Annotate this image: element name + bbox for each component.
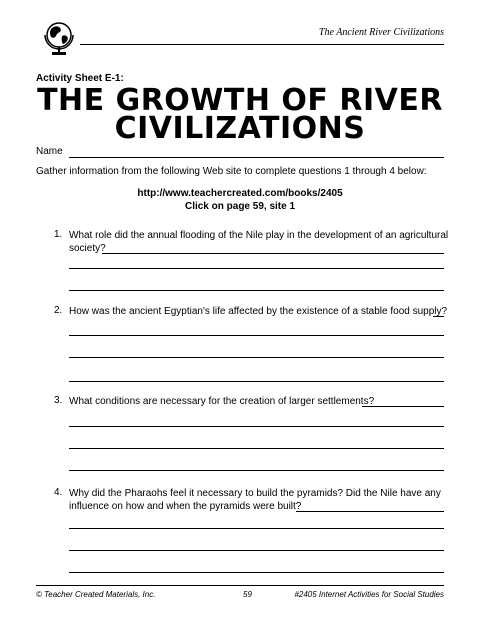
question-4-text-line2: influence on how and when the pyramids were built?: [69, 501, 302, 512]
answer-line[interactable]: [362, 406, 444, 407]
header-rule: [80, 44, 444, 45]
click-instruction: Click on page 59, site 1: [184, 201, 296, 212]
answer-line[interactable]: [102, 253, 444, 254]
question-1-number: 1.: [54, 229, 63, 240]
footer-page-number: 59: [243, 590, 252, 599]
footer-copyright: © Teacher Created Materials, Inc.: [36, 590, 156, 599]
question-4-text: Why did the Pharaohs feel it necessary to build the pyramids? Did the Nile have any: [69, 488, 441, 499]
answer-line[interactable]: [69, 357, 444, 358]
question-2-number: 2.: [54, 305, 63, 316]
footer-book-title: #2405 Internet Activities for Social Studies: [294, 590, 444, 599]
title-line-2: CIVILIZATIONS: [114, 111, 366, 146]
globe-icon: [42, 19, 76, 57]
instructions: Gather information from the following Web site to complete questions 1 through 4 below:: [36, 166, 427, 177]
answer-line[interactable]: [69, 290, 444, 291]
question-3-number: 3.: [54, 395, 63, 406]
question-1-text-line2: society?: [69, 243, 106, 254]
website-url[interactable]: http://www.teachercreated.com/books/2405: [137, 188, 343, 199]
answer-line[interactable]: [69, 268, 444, 269]
question-1-text: What role did the annual flooding of the Nile play in the development of an agricultural: [69, 230, 449, 241]
answer-line[interactable]: [69, 448, 444, 449]
answer-line[interactable]: [69, 470, 444, 471]
name-line[interactable]: [69, 157, 444, 158]
question-3-text: What conditions are necessary for the creation of larger settlements?: [69, 396, 375, 407]
answer-line[interactable]: [69, 335, 444, 336]
answer-line[interactable]: [69, 528, 444, 529]
answer-line[interactable]: [296, 511, 444, 512]
title-line-1: THE GROWTH OF RIVER: [37, 83, 443, 118]
answer-line[interactable]: [69, 381, 444, 382]
question-2-text: How was the ancient Egyptian's life affected by the existence of a stable food supply?: [69, 306, 448, 317]
answer-line[interactable]: [433, 316, 444, 317]
activity-sheet-label: Activity Sheet E-1:: [36, 73, 124, 84]
footer-rule: [36, 585, 444, 586]
series-title: The Ancient River Civilizations: [318, 27, 444, 38]
question-4-number: 4.: [54, 487, 63, 498]
name-label: Name: [36, 146, 63, 157]
answer-line[interactable]: [69, 550, 444, 551]
answer-line[interactable]: [69, 426, 444, 427]
answer-line[interactable]: [69, 572, 444, 573]
